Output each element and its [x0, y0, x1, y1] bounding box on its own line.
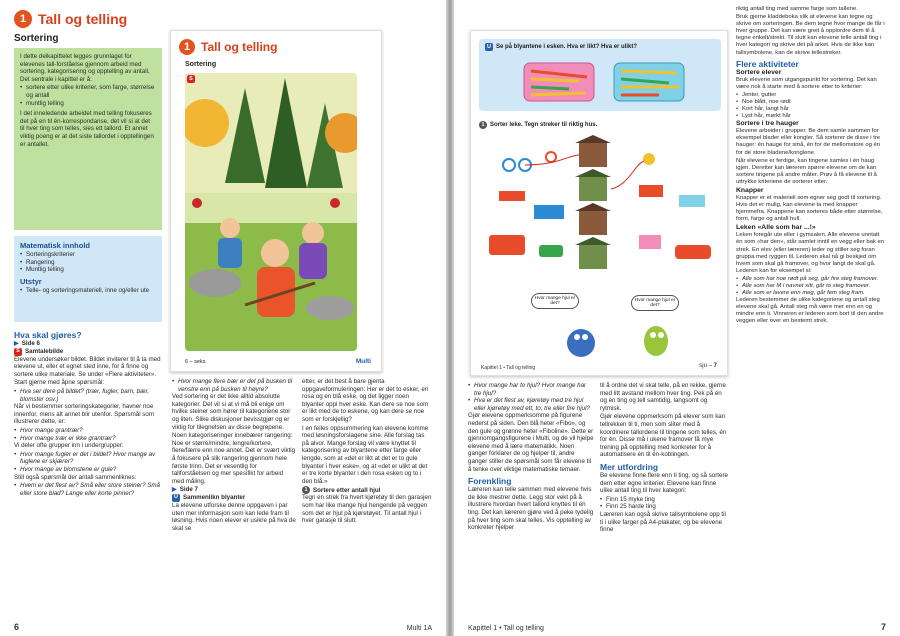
book-chapter-heading [179, 39, 277, 55]
question-item: • Hvem er det flest av? Små eller store steiner? Små eller store blad? Lange eller korte pinner? [14, 482, 164, 497]
third-column [302, 378, 432, 526]
book-page-number: 6 [185, 359, 189, 365]
side-ref-label: Side 7 [179, 486, 198, 494]
chapter-title: Tall og telling [38, 11, 128, 27]
speech-bubble-fibo: Hvor mange hjul er det? [531, 293, 579, 309]
sub-heading: Sortere i tre hauger [736, 120, 799, 128]
side-ref-label: Side 6 [21, 340, 40, 347]
tools-list [20, 287, 156, 295]
middle-column [172, 378, 296, 533]
book-page-number: 7 [713, 363, 717, 369]
intro-text-2: I det inneledende arbeidet med telling fokuseres det på en til én-korrespondanse, det vil si at det til hver ting som telles, sies ett tallord. Et annet viktig poeng er at det siste tallordet i opptellingen er antallet. [20, 110, 154, 148]
section-subtitle: Sortering [14, 33, 59, 44]
paragraph: Når vi bestemmer sorteringskategorier, havner noe innenfor, mens alt annet blir utenfor. Spørsmål som illustrerer dette, er: [14, 403, 154, 426]
list-item: • Noe blått, noe rødt [736, 99, 886, 106]
content-box [14, 236, 162, 322]
section-heading: Mer utfordring [600, 461, 659, 472]
s-tag: S [14, 348, 22, 356]
fibo-characters-image [561, 311, 691, 361]
side-ref [14, 340, 164, 348]
paragraph: Elevene undersøker bildet. Bildet inviterer til å ta med elevene ut, eller et egnet sted inne, for å finne og sortere ulike materiale. Se under «Flere aktiviteter». [14, 355, 161, 378]
sub-heading: Leken «Alle som har ...!» [736, 224, 816, 232]
list-item: • sortere etter ulike kriterier, som farge, størrelse og antall [20, 84, 156, 99]
number-tag: 1 [302, 486, 310, 494]
paragraph: Gjør elevene oppmerksomme på figurene nederst på siden. Den blå heter «Fibo», og den gule og grønne heter «Fiboline». Dette er gjennomgangsfigurene i Multi, og de vil hjelpe elevene med å lære matematikk. Noen ganger forklarer de og hjelper til, andre ganger stiller de spørsmål som får elevene til å tenke over viktige matematiske temaer. [468, 412, 594, 473]
paragraph: Ved sortering er det ikke alltid absolutte kategorier. Det vil si at vi må bli enige om hvilke steiner som hører til kategoriene stor og liten. Slike diskusjoner bevisstgjør og er viktig for tilegnelsen av disse begrepene. [172, 393, 291, 431]
list-item: • Muntlig telling [20, 266, 156, 274]
paragraph: Start gjerne med åpne spørsmål: [14, 379, 105, 387]
arrow-icon: ▶ [14, 340, 19, 347]
chapter-footer: Kapittel 1 • Tall og telling [468, 625, 544, 632]
question-item: • Alle som har noe rødt på seg, går fire steg framover. [736, 276, 886, 283]
list-item: • Telle- og sorteringsmateriell, inne og/eller ute [20, 287, 156, 295]
task-label: Samtalebilde [25, 347, 64, 355]
question-item: • Hvor mange grantrær? [14, 427, 164, 435]
question-item: • Hva er det flest av, kjøretøy med tre hjul eller kjøretøy med ett, to, tre eller fire hjul? [468, 397, 594, 412]
intro-box [14, 48, 162, 230]
paragraph: Be elevene finne flere enn ti ting, og så sortere dem etter egne kriterier. Elevene kan finne ulike antall ting til hver kategori: [600, 471, 728, 495]
paragraph: Noen kategoriseringer innebærer rangering: Noe er større/mindre, lengre/kortere, flere/færre enn noe annet. Det er svært viktig å fokusere på slik rangering gjennom hele første trinn. Det er vesentlig for tallforståelsen og mer spesifikt for arbeid med måling. [172, 432, 296, 485]
book-page-word: sju – [699, 363, 712, 369]
side-ref [172, 486, 296, 494]
pupil-book-page-6 [170, 30, 382, 372]
left-page [0, 0, 446, 636]
right-page [454, 0, 900, 636]
question-item: • Hvor mange av blomstene er gule? [14, 466, 164, 474]
task-text: Se på blyantene i esken. Hva er likt? Hva er ulikt? [496, 44, 638, 50]
sub-heading: Knapper [736, 186, 764, 194]
multi-logo: Multi [355, 358, 371, 365]
intro-list [20, 84, 156, 107]
list-item: • Jenter, gutter [736, 92, 886, 99]
list-item: • Finn 15 myke ting [600, 496, 728, 504]
right-column-2 [600, 382, 728, 535]
question-item: • Hvor mange flere bær er det på busken til venstre enn på busken til høyre? [172, 378, 296, 393]
page-number: 6 [14, 622, 20, 632]
samtale-tag: S [187, 75, 195, 83]
paragraph: riktig antall ting med samme farge som tallene. [736, 6, 858, 12]
paragraph: Lederen bestemmer de ulike kategoriene og antall steg elevene skal gå. Antall steg må være mer enn en og mindre enn ti. Vinneren er lederen som bort til den andre veggen eller over en bestemt strek. [736, 297, 884, 325]
task-1-header [479, 121, 597, 129]
question-item: • Alle som er lavere enn meg, går fem steg fram. [736, 290, 886, 297]
paragraph: I en felles oppsummering kan elevene komme med løsningsforslagene sine. Alle forslag tas på alvor. Mange forslag vil være knyttet til kategorisering av blyantene etter farge eller lengde, som at «det er likt at det er to gule blyanter i hver eske», og at «det er ulikt at det er tre korte blyanter i den rosa esken og to i den blå.» [302, 424, 429, 485]
book-page-word: – seks [189, 359, 206, 365]
list-item: • Lyst hår, mørkt hår [736, 113, 886, 120]
vehicles-garages-image [479, 135, 721, 285]
pencil-task-box [479, 39, 721, 111]
tools-heading: Utstyr [20, 276, 42, 286]
list-item: • muntlig telling [20, 100, 156, 108]
list-item: • Rangering [20, 259, 156, 267]
paragraph: Læreren kan også skrive tallsymbolene opp til ti i ulike farger på A4-plakater, og be elevene finne [600, 510, 726, 534]
u-tag: U [172, 494, 180, 502]
section-heading: Flere aktiviteter [736, 58, 799, 69]
paragraph: Leken foregår ute eller i gymsalen. Alle elevene unntatt én som «har den», står samlet inntil en vegg eller bak en strek. En elev (eller læreren) leder og stiller seg foran gruppa med ryggen til. Lederen skal nå gi beskjed om hvem som skal gå framover, og hvor langt de skal gå. Lederen kan for eksempel si: [736, 232, 885, 274]
paragraph: Bruk gjerne kladdeboka slik at elevene kan tegne og skrive om sorteringen. Be dem tegne hvor mange de får i hver gruppe. Det kan være greit å opplordre dem til å tegne enkelt/strekt. Til slutt kan elevene telle antall ting i hver kategori og skrive det på arket. Hvis de ikke kan tallsymbolene, kan de skrive tellestreker. [736, 14, 885, 56]
book-gutter [446, 0, 454, 636]
paragraph: Elevene arbeider i grupper. Be dem samle sammen for eksempel blader eller kongler. Så sorterer de disse i tre hauger: én hauge for små, én for de mellomstore og én for de store bladene/konglene. [736, 128, 881, 156]
question-item: • Alle som har M i navnet sitt, går to steg framover. [736, 283, 886, 290]
book-chapter-badge: 1 [179, 39, 195, 55]
task-tag [172, 494, 296, 502]
paragraph: til å ordne det vi skal telle, på en rekke, gjerne med litt avstand mellom hver ting. Pek på én og én ting og tell samtidig, langsomt og rytmisk. [600, 382, 726, 412]
left-footer [14, 622, 19, 632]
paragraph: Gjør elevene oppmerksom på elever som kan tellrekken til ti, men som sliter med å koordinere tallordene til tingene som telles, én for én. Disse må i ukene framover få mye trening på opptelling med konkreter for å automatisere én til én-koblingen. [600, 413, 727, 459]
left-column [14, 330, 164, 497]
paragraph: Vi deler ofte grupper inn i undergrupper: [14, 442, 124, 450]
paragraph: Læreren kan telle sammen med elevene hvis de ikke mestrer dette. Legg stor vekt på å illustrere hvordan hvert tallord knyttes til én ting. Det kan læreren gjøre ved å peke tydelig på hver ting som skal telles. Vis opptelling av konkreter hjelper [468, 486, 594, 532]
section-heading: Forenkling [468, 476, 512, 487]
paragraph: etter, er det best å bare gjenta oppgaveformuleringen: Her er det to esker, en rosa og en blå eske, og det ligger noen blyanter oppi hver eske. Kan dere se noe som er likt med de to eskene, og kan dere se noe som er forskjellig? [302, 378, 429, 423]
forest-scene-image [185, 73, 357, 351]
task-tag [302, 486, 432, 494]
paragraph: Still også spørsmål der antall sammenliknes: [14, 473, 137, 481]
intro-text: I dette delkapittelet legges grunnlaget for elevenes tall-forståelse gjennom arbeid med sortering, kategorisering og opptelling av antall. Det sentrale i kapittel er å: [20, 53, 150, 83]
number-tag: 1 [479, 121, 487, 129]
right-column-1 [468, 382, 594, 533]
book-footer-left: Kapittel 1 • Tall og telling [481, 365, 536, 371]
forest-illustration [185, 73, 357, 351]
book-chapter-title: Tall og telling [201, 40, 278, 54]
chapter-heading [14, 10, 127, 28]
sub-heading: Sortere elever [736, 68, 782, 76]
task-label: Sortere etter antall hjul [313, 486, 381, 494]
list-item: • Kort hår, langt hår [736, 106, 886, 113]
pupil-book-page-7 [470, 30, 728, 376]
paragraph: Bruk elevene som utgangspunkt for sortering. Det kan være nok å starte med å sortere etter to kriterier: [736, 76, 877, 90]
task-tag [14, 348, 164, 356]
question-item: • Hvor mange trær er ikke grantrær? [14, 435, 164, 443]
content-list [20, 251, 156, 274]
book-footer [185, 359, 206, 365]
paragraph: Tegn en strek fra hvert kjøretøy til den garasjen som har like mange hjul hengende på veggen som det er hjul på kjøretøyet. Til antall hjul i hver garasje til slutt. [302, 494, 432, 525]
task-text: Sorter leke. Tegn streker til riktig hus. [490, 122, 598, 128]
pencil-boxes-image [519, 55, 689, 107]
right-column-3 [736, 6, 886, 327]
right-footer [881, 622, 886, 632]
u-tag: U [485, 43, 493, 51]
list-item: • Finn 25 harde ting [600, 503, 728, 511]
arrow-icon: ▶ [172, 486, 177, 494]
paragraph: La elevene utforske denne oppgaven i par uten mer informasjon som kan lede fram til løsning. Hvis noen elever er usikre på hva de skal se [172, 501, 296, 532]
task-header [485, 43, 637, 51]
section-heading: Hva skal gjøres? [14, 330, 82, 340]
paragraph: Knapper er et materiell som egner seg godt til sortering. Hvis det er mulig, kan elevene ta med knapper hjemmefra. Knappene kan sorteres både etter størrelse, form, farge og antall hull. [736, 194, 883, 223]
book-subtitle: Sortering [185, 61, 217, 68]
question-item: • Hvor mange fugler er det i bildet? Hvor mange av fuglene er skjærer? [14, 451, 164, 466]
page-number: 7 [880, 622, 886, 632]
chapter-badge: 1 [14, 10, 32, 28]
content-heading: Matematisk innhold [20, 241, 91, 250]
speech-bubble-fiboline: Hvor mange hjul er det? [631, 295, 679, 311]
paragraph: Når elevene er ferdige, kan tingene samles i én haug igjen. Deretter kan læreren spørre elevene om de kan sortere tingene på andre måter. Prøv å få elevene til å uttrykke kriteriene de sorterer etter. [736, 157, 877, 185]
question-item: • Hvor mange har to hjul? Hvor mange har tre hjul? [468, 382, 594, 397]
book-label: Multi 1A [406, 625, 432, 632]
list-item: • Sorteringskriterier [20, 251, 156, 259]
task-label: Sammenlikn blyanter [183, 494, 246, 502]
book-footer-right [699, 363, 717, 369]
question-item: • Hva ser dere på bildet? (trær, fugler, barn, bær, blomster osv.) [14, 388, 164, 403]
